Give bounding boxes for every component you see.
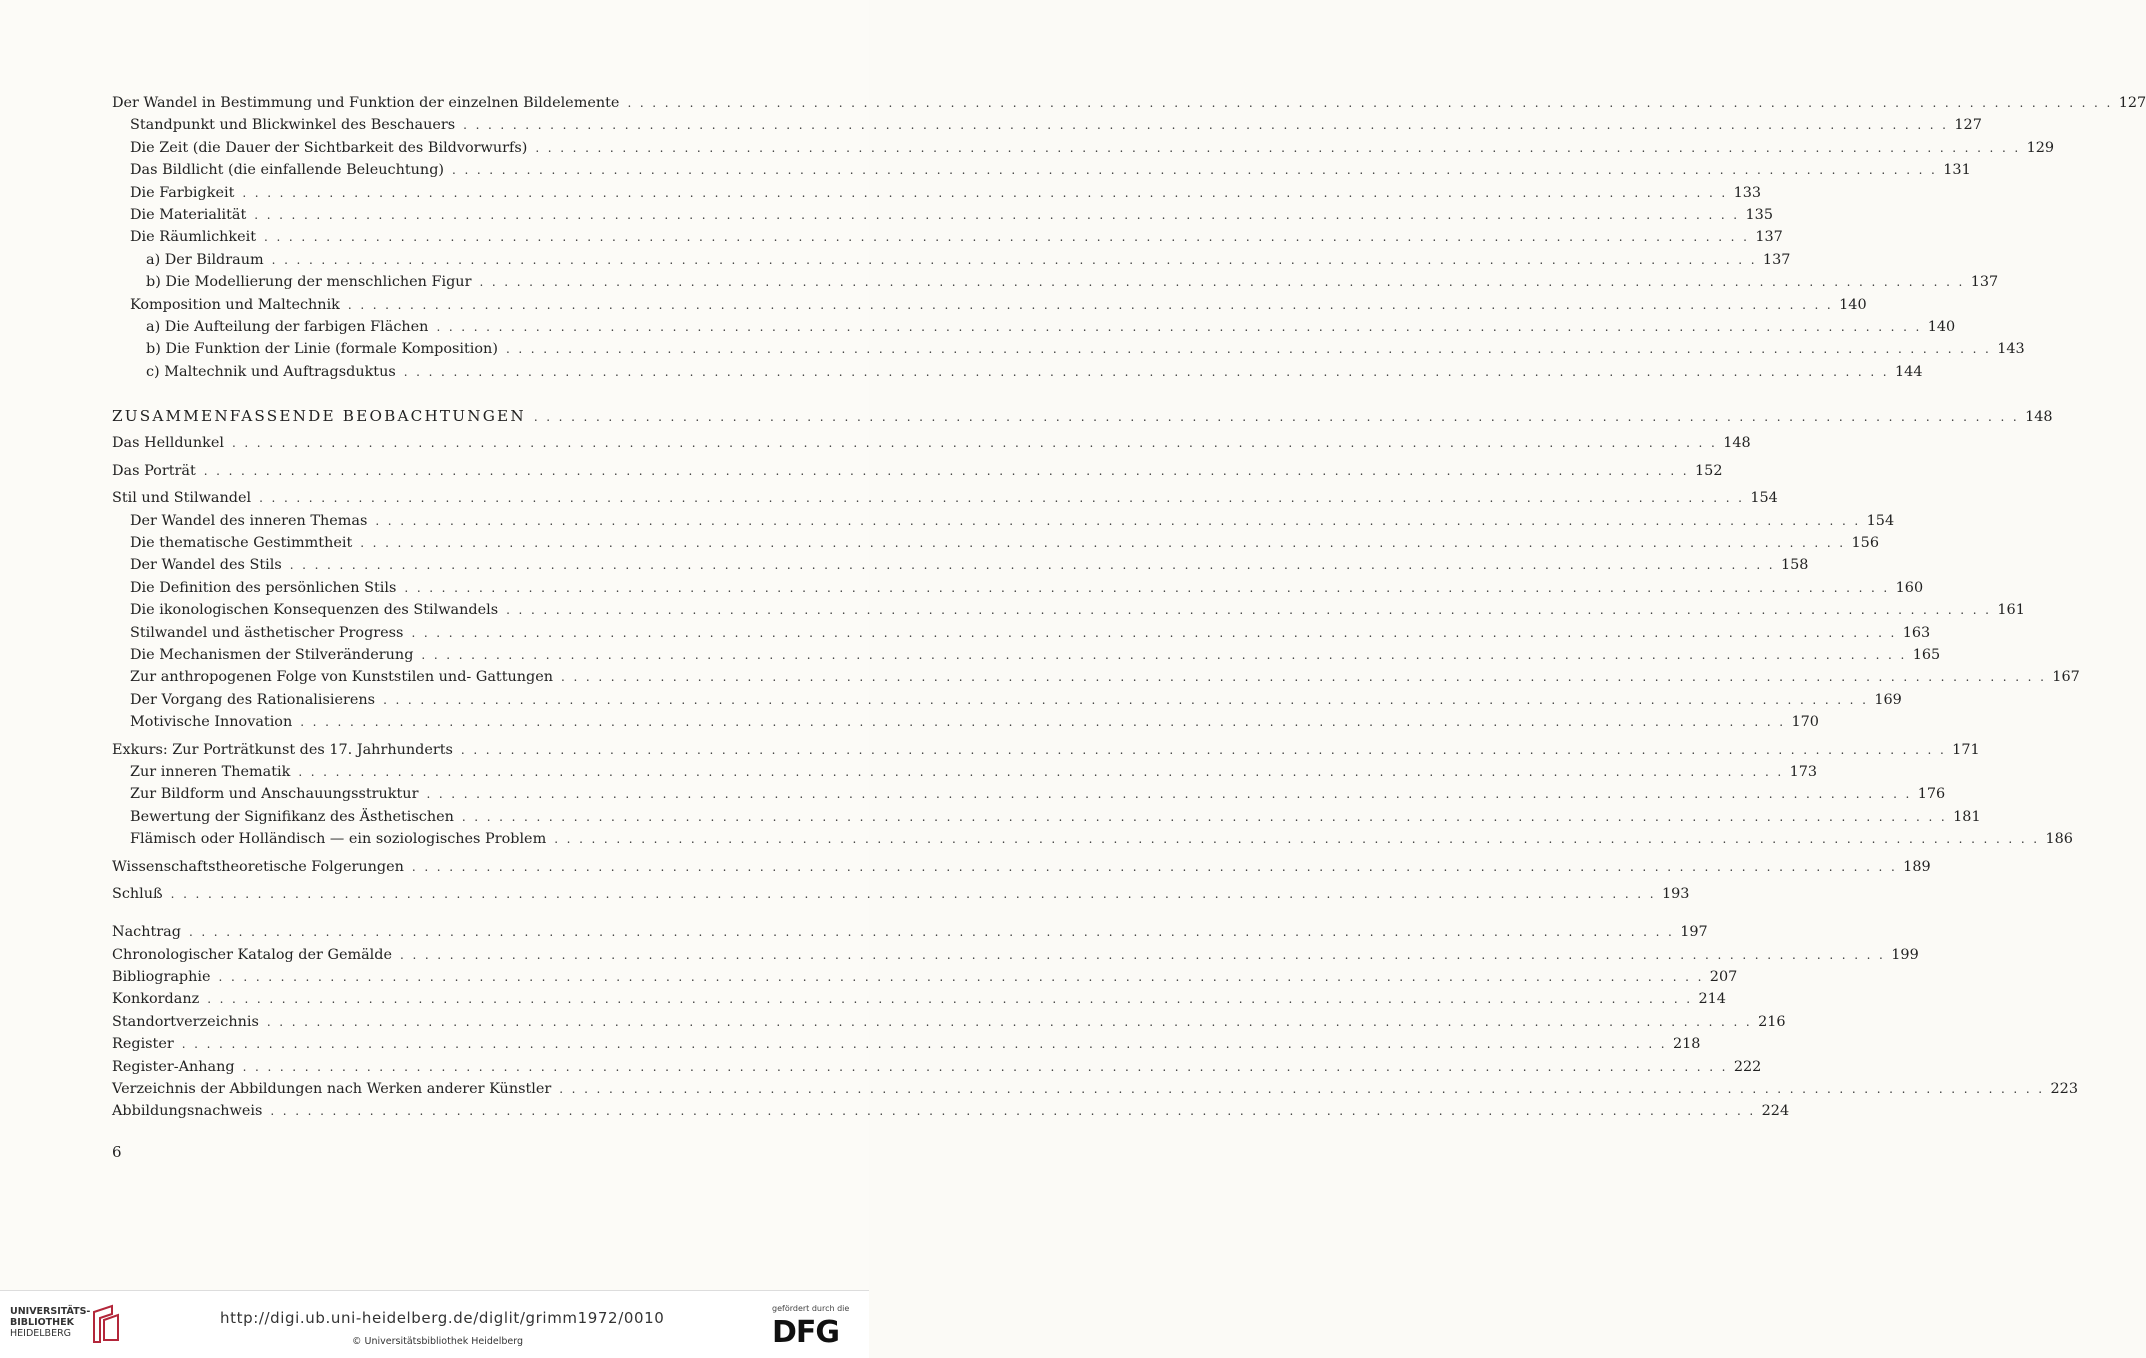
toc-leader-dots: . . . . . . . . . . . . . . . . . . . . . . . . . . . . . . . . . . . . . . . . . . . . . . . . . . . . . . . . . . . . . . . . . . . . . . . . . . . . . . . . . . . . . . . . . . . . . . . . . . . . . . . . . . . . . . . . . . . . . . . . bbox=[271, 252, 1757, 267]
toc-entry-page: 223 bbox=[2050, 1081, 2078, 1098]
toc-entry-title: Komposition und Maltechnik bbox=[130, 296, 340, 313]
toc-leader-dots: . . . . . . . . . . . . . . . . . . . . . . . . . . . . . . . . . . . . . . . . . . . . . . . . . . . . . . . . . . . . . . . . . . . . . . . . . . . . . . . . . . . . . . . . . . . . . . . . . . . . . . . . . . . . . . . . . . . . . . . . bbox=[460, 742, 1947, 757]
toc-entry-title: Das Bildlicht (die einfallende Beleuchtung) bbox=[130, 162, 445, 179]
toc-leader-dots: . . . . . . . . . . . . . . . . . . . . . . . . . . . . . . . . . . . . . . . . . . . . . . . . . . . . . . . . . . . . . . . . . . . . . . . . . . . . . . . . . . . . . . . . . . . . . . . . . . . . . . . . . . . . . . . . . . . . . . . . bbox=[461, 809, 1948, 824]
toc-leader-dots: . . . . . . . . . . . . . . . . . . . . . . . . . . . . . . . . . . . . . . . . . . . . . . . . . . . . . . . . . . . . . . . . . . . . . . . . . . . . . . . . . . . . . . . . . . . . . . . . . . . . . . . . . . . . . . . . . . . . . . . . bbox=[203, 463, 1690, 478]
toc-leader-dots: . . . . . . . . . . . . . . . . . . . . . . . . . . . . . . . . . . . . . . . . . . . . . . . . . . . . . . . . . . . . . . . . . . . . . . . . . . . . . . . . . . . . . . . . . . . . . . . . . . . . . . . . . . . . . . . . . . . . . . . . bbox=[533, 410, 2020, 425]
toc-entry-title: Der Vorgang des Rationalisierens bbox=[130, 691, 376, 708]
toc-entry-page: 173 bbox=[1789, 763, 1818, 780]
toc-leader-dots: . . . . . . . . . . . . . . . . . . . . . . . . . . . . . . . . . . . . . . . . . . . . . . . . . . . . . . . . . . . . . . . . . . . . . . . . . . . . . . . . . . . . . . . . . . . . . . . . . . . . . . . . . . . . . . . . . . . . . . . . bbox=[264, 230, 1750, 245]
toc-entry-title: Das Helldunkel bbox=[112, 435, 224, 452]
toc-leader-dots: . . . . . . . . . . . . . . . . . . . . . . . . . . . . . . . . . . . . . . . . . . . . . . . . . . . . . . . . . . . . . . . . . . . . . . . . . . . . . . . . . . . . . . . . . . . . . . . . . . . . . . . . . . . . . . . . . . . . . . . . bbox=[411, 859, 1898, 874]
library-name bbox=[10, 1306, 90, 1339]
toc-entry-title: Die Farbigkeit bbox=[130, 184, 235, 201]
toc-entry bbox=[112, 554, 1809, 576]
toc-entry-title: a) Der Bildraum bbox=[146, 251, 264, 268]
toc-entry-title: Zur Bildform und Anschauungsstruktur bbox=[130, 786, 419, 803]
toc-leader-dots: . . . . . . . . . . . . . . . . . . . . . . . . . . . . . . . . . . . . . . . . . . . . . . . . . . . . . . . . . . . . . . . . . . . . . . . . . . . . . . . . . . . . . . . . . . . . . . . . . . . . . . . . . . . . . . . . . . . . . . . . bbox=[231, 436, 1718, 451]
toc-entry bbox=[112, 1011, 1786, 1033]
toc-leader-dots: . . . . . . . . . . . . . . . . . . . . . . . . . . . . . . . . . . . . . . . . . . . . . . . . . . . . . . . . . . . . . . . . . . . . . . . . . . . . . . . . . . . . . . . . . . . . . . . . . . . . . . . . . . . . . . . . . . . . . . . . bbox=[561, 670, 2047, 685]
toc-entry-page: 140 bbox=[1839, 296, 1867, 313]
toc-entry-page: 154 bbox=[1750, 490, 1778, 507]
toc-entry bbox=[112, 739, 1980, 761]
funding-note: gefördert durch die bbox=[772, 1304, 850, 1313]
toc-leader-dots: . . . . . . . . . . . . . . . . . . . . . . . . . . . . . . . . . . . . . . . . . . . . . . . . . . . . . . . . . . . . . . . . . . . . . . . . . . . . . . . . . . . . . . . . . . . . . . . . . . . . . . . . . . . . . . . . . . . . . . . . bbox=[207, 992, 1693, 1007]
toc-entry-title: Abbildungsnachweis bbox=[112, 1103, 263, 1120]
footer-bar bbox=[0, 1290, 869, 1358]
toc-entry-page: 161 bbox=[1997, 602, 2025, 619]
toc-entry-title: Motivische Innovation bbox=[130, 714, 293, 731]
toc-entry-page: 186 bbox=[2045, 831, 2073, 848]
toc-entry bbox=[112, 92, 2146, 114]
toc-entry bbox=[112, 510, 1895, 532]
toc-leader-dots: . . . . . . . . . . . . . . . . . . . . . . . . . . . . . . . . . . . . . . . . . . . . . . . . . . . . . . . . . . . . . . . . . . . . . . . . . . . . . . . . . . . . . . . . . . . . . . . . . . . . . . . . . . . . . . . . . . . . . . . . bbox=[375, 513, 1861, 528]
toc-entry bbox=[112, 532, 1879, 554]
toc-entry bbox=[112, 806, 1981, 828]
toc-entry bbox=[112, 828, 2073, 850]
toc-entry-page: 207 bbox=[1709, 969, 1738, 986]
toc-entry-title: Zur inneren Thematik bbox=[130, 763, 291, 780]
toc-entry-title: Der Wandel des Stils bbox=[130, 557, 282, 574]
toc-entry-title: b) Die Modellierung der menschlichen Figur bbox=[146, 274, 472, 291]
toc-entry bbox=[112, 405, 2053, 427]
toc-entry-title: Standpunkt und Blickwinkel des Beschauers bbox=[130, 117, 456, 134]
toc-entry bbox=[112, 944, 1919, 966]
toc-entry bbox=[112, 159, 1971, 181]
library-name-line1: UNIVERSITÄTS- bbox=[10, 1306, 91, 1317]
toc-leader-dots: . . . . . . . . . . . . . . . . . . . . . . . . . . . . . . . . . . . . . . . . . . . . . . . . . . . . . . . . . . . . . . . . . . . . . . . . . . . . . . . . . . . . . . . . . . . . . . . . . . . . . . . . . . . . . . . . . . . . . . . . bbox=[298, 764, 1784, 779]
toc-entry-page: 137 bbox=[1755, 229, 1783, 246]
toc-leader-dots: . . . . . . . . . . . . . . . . . . . . . . . . . . . . . . . . . . . . . . . . . . . . . . . . . . . . . . . . . . . . . . . . . . . . . . . . . . . . . . . . . . . . . . . . . . . . . . . . . . . . . . . . . . . . . . . . . . . . . . . . bbox=[535, 140, 2021, 155]
toc-leader-dots: . . . . . . . . . . . . . . . . . . . . . . . . . . . . . . . . . . . . . . . . . . . . . . . . . . . . . . . . . . . . . . . . . . . . . . . . . . . . . . . . . . . . . . . . . . . . . . . . . . . . . . . . . . . . . . . . . . . . . . . . bbox=[452, 163, 1938, 178]
toc-entry bbox=[112, 137, 2055, 159]
toc-leader-dots: . . . . . . . . . . . . . . . . . . . . . . . . . . . . . . . . . . . . . . . . . . . . . . . . . . . . . . . . . . . . . . . . . . . . . . . . . . . . . . . . . . . . . . . . . . . . . . . . . . . . . . . . . . . . . . . . . . . . . . . . bbox=[403, 364, 1890, 379]
toc-leader-dots: . . . . . . . . . . . . . . . . . . . . . . . . . . . . . . . . . . . . . . . . . . . . . . . . . . . . . . . . . . . . . . . . . . . . . . . . . . . . . . . . . . . . . . . . . . . . . . . . . . . . . . . . . . . . . . . . . . . . . . . . bbox=[479, 275, 1965, 290]
toc-entry bbox=[112, 666, 2080, 688]
toc-entry-page: 148 bbox=[2025, 409, 2053, 426]
toc-entry bbox=[112, 361, 1923, 383]
toc-entry bbox=[112, 921, 1708, 943]
toc-leader-dots: . . . . . . . . . . . . . . . . . . . . . . . . . . . . . . . . . . . . . . . . . . . . . . . . . . . . . . . . . . . . . . . . . . . . . . . . . . . . . . . . . . . . . . . . . . . . . . . . . . . . . . . . . . . . . . . . . . . . . . . . bbox=[463, 118, 1949, 133]
toc-entry-page: 165 bbox=[1912, 646, 1941, 663]
toc-entry-page: 127 bbox=[1954, 117, 1982, 134]
toc-entry-title: a) Die Aufteilung der farbigen Flächen bbox=[146, 318, 429, 335]
toc-entry bbox=[112, 966, 1738, 988]
toc-entry-title: ZUSAMMENFASSENDE BEOBACHTUNGEN bbox=[112, 407, 526, 426]
toc-entry-page: 197 bbox=[1680, 924, 1708, 941]
toc-entry-page: 137 bbox=[1762, 251, 1791, 268]
copyright-text: © Universitätsbibliothek Heidelberg bbox=[352, 1336, 524, 1347]
toc-entry-title: Verzeichnis der Abbildungen nach Werken anderer Künstler bbox=[112, 1081, 552, 1098]
toc-entry-title: Die thematische Gestimmtheit bbox=[130, 535, 353, 552]
toc-entry-title: Die Definition des persönlichen Stils bbox=[130, 579, 397, 596]
library-name-line2: BIBLIOTHEK bbox=[10, 1317, 74, 1328]
permalink-link[interactable]: http://digi.ub.uni-heidelberg.de/diglit/grimm1972/0010 bbox=[220, 1309, 665, 1327]
toc-entry-title: Exkurs: Zur Porträtkunst des 17. Jahrhunderts bbox=[112, 741, 453, 758]
toc-leader-dots: . . . . . . . . . . . . . . . . . . . . . . . . . . . . . . . . . . . . . . . . . . . . . . . . . . . . . . . . . . . . . . . . . . . . . . . . . . . . . . . . . . . . . . . . . . . . . . . . . . . . . . . . . . . . . . . . . . . . . . . . bbox=[270, 1104, 1756, 1119]
toc-leader-dots: . . . . . . . . . . . . . . . . . . . . . . . . . . . . . . . . . . . . . . . . . . . . . . . . . . . . . . . . . . . . . . . . . . . . . . . . . . . . . . . . . . . . . . . . . . . . . . . . . . . . . . . . . . . . . . . . . . . . . . . . bbox=[254, 207, 1740, 222]
toc-entry bbox=[112, 1033, 1701, 1055]
toc-entry-page: 218 bbox=[1673, 1036, 1701, 1053]
toc-entry bbox=[112, 460, 1723, 482]
toc-entry-page: 148 bbox=[1723, 435, 1751, 452]
toc-leader-dots: . . . . . . . . . . . . . . . . . . . . . . . . . . . . . . . . . . . . . . . . . . . . . . . . . . . . . . . . . . . . . . . . . . . . . . . . . . . . . . . . . . . . . . . . . . . . . . . . . . . . . . . . . . . . . . . . . . . . . . . . bbox=[506, 603, 1992, 618]
toc-leader-dots: . . . . . . . . . . . . . . . . . . . . . . . . . . . . . . . . . . . . . . . . . . . . . . . . . . . . . . . . . . . . . . . . . . . . . . . . . . . . . . . . . . . . . . . . . . . . . . . . . . . . . . . . . . . . . . . . . . . . . . . . bbox=[289, 558, 1775, 573]
toc-entry-page: 152 bbox=[1695, 462, 1723, 479]
toc-entry bbox=[112, 182, 1762, 204]
toc-leader-dots: . . . . . . . . . . . . . . . . . . . . . . . . . . . . . . . . . . . . . . . . . . . . . . . . . . . . . . . . . . . . . . . . . . . . . . . . . . . . . . . . . . . . . . . . . . . . . . . . . . . . . . . . . . . . . . . . . . . . . . . . bbox=[426, 787, 1912, 802]
toc-entry-page: 131 bbox=[1943, 162, 1971, 179]
library-name-line3: HEIDELBERG bbox=[10, 1328, 72, 1339]
toc-entry-title: Register-Anhang bbox=[112, 1058, 235, 1075]
toc-entry bbox=[112, 1100, 1790, 1122]
toc-entry-page: 170 bbox=[1791, 714, 1819, 731]
toc-leader-dots: . . . . . . . . . . . . . . . . . . . . . . . . . . . . . . . . . . . . . . . . . . . . . . . . . . . . . . . . . . . . . . . . . . . . . . . . . . . . . . . . . . . . . . . . . . . . . . . . . . . . . . . . . . . . . . . . . . . . . . . . bbox=[421, 647, 1907, 662]
toc-entry-title: Register bbox=[112, 1036, 174, 1053]
toc-entry-page: 127 bbox=[2118, 95, 2146, 111]
toc-entry bbox=[112, 577, 1924, 599]
toc-entry bbox=[112, 622, 1931, 644]
toc-entry-page: 214 bbox=[1698, 991, 1726, 1008]
toc-entry bbox=[112, 316, 1956, 338]
toc-leader-dots: . . . . . . . . . . . . . . . . . . . . . . . . . . . . . . . . . . . . . . . . . . . . . . . . . . . . . . . . . . . . . . . . . . . . . . . . . . . . . . . . . . . . . . . . . . . . . . . . . . . . . . . . . . . . . . . . . . . . . . . . bbox=[242, 1059, 1728, 1074]
toc-entry-title: Schluß bbox=[112, 885, 163, 902]
toc-entry-page: 216 bbox=[1758, 1013, 1786, 1030]
toc-entry-title: Zur anthropogenen Folge von Kunststilen und- Gattungen bbox=[130, 669, 554, 686]
toc-entry bbox=[112, 599, 2025, 621]
toc-leader-dots: . . . . . . . . . . . . . . . . . . . . . . . . . . . . . . . . . . . . . . . . . . . . . . . . . . . . . . . . . . . . . . . . . . . . . . . . . . . . . . . . . . . . . . . . . . . . . . . . . . . . . . . . . . . . . . . . . . . . . . . . bbox=[266, 1014, 1753, 1029]
toc-entry-title: Chronologischer Katalog der Gemälde bbox=[112, 946, 393, 963]
toc-leader-dots: . . . . . . . . . . . . . . . . . . . . . . . . . . . . . . . . . . . . . . . . . . . . . . . . . . . . . . . . . . . . . . . . . . . . . . . . . . . . . . . . . . . . . . . . . . . . . . . . . . . . . . . . . . . . . . . . . . . . . . . . bbox=[188, 925, 1675, 940]
table-of-contents bbox=[112, 92, 2146, 1123]
toc-leader-dots: . . . . . . . . . . . . . . . . . . . . . . . . . . . . . . . . . . . . . . . . . . . . . . . . . . . . . . . . . . . . . . . . . . . . . . . . . . . . . . . . . . . . . . . . . . . . . . . . . . . . . . . . . . . . . . . . . . . . . . . . bbox=[259, 491, 1745, 506]
toc-entry-title: Konkordanz bbox=[112, 991, 200, 1008]
toc-entry bbox=[112, 294, 1867, 316]
toc-entry-title: Die Materialität bbox=[130, 206, 247, 223]
toc-leader-dots: . . . . . . . . . . . . . . . . . . . . . . . . . . . . . . . . . . . . . . . . . . . . . . . . . . . . . . . . . . . . . . . . . . . . . . . . . . . . . . . . . . . . . . . . . . . . . . . . . . . . . . . . . . . . . . . . . . . . . . . . bbox=[181, 1037, 1667, 1052]
toc-entry-page: 189 bbox=[1903, 858, 1931, 875]
toc-leader-dots: . . . . . . . . . . . . . . . . . . . . . . . . . . . . . . . . . . . . . . . . . . . . . . . . . . . . . . . . . . . . . . . . . . . . . . . . . . . . . . . . . . . . . . . . . . . . . . . . . . . . . . . . . . . . . . . . . . . . . . . . bbox=[400, 947, 1886, 962]
dfg-logo: DFG bbox=[772, 1315, 840, 1350]
toc-entry-page: 144 bbox=[1895, 363, 1923, 380]
toc-entry bbox=[112, 1078, 2078, 1100]
library-logo-icon bbox=[88, 1304, 124, 1344]
toc-leader-dots: . . . . . . . . . . . . . . . . . . . . . . . . . . . . . . . . . . . . . . . . . . . . . . . . . . . . . . . . . . . . . . . . . . . . . . . . . . . . . . . . . . . . . . . . . . . . . . . . . . . . . . . . . . . . . . . . . . . . . . . . bbox=[347, 297, 1834, 312]
toc-leader-dots: . . . . . . . . . . . . . . . . . . . . . . . . . . . . . . . . . . . . . . . . . . . . . . . . . . . . . . . . . . . . . . . . . . . . . . . . . . . . . . . . . . . . . . . . . . . . . . . . . . . . . . . . . . . . . . . . . . . . . . . . bbox=[436, 319, 1922, 334]
toc-entry-title: Standortverzeichnis bbox=[112, 1013, 259, 1030]
toc-leader-dots: . . . . . . . . . . . . . . . . . . . . . . . . . . . . . . . . . . . . . . . . . . . . . . . . . . . . . . . . . . . . . . . . . . . . . . . . . . . . . . . . . . . . . . . . . . . . . . . . . . . . . . . . . . . . . . . . . . . . . . . . bbox=[360, 536, 1846, 551]
toc-entry-page: 129 bbox=[2026, 139, 2055, 156]
toc-entry bbox=[112, 644, 1941, 666]
toc-entry-title: Wissenschaftstheoretische Folgerungen bbox=[112, 858, 404, 875]
toc-entry bbox=[112, 761, 1818, 783]
toc-entry bbox=[112, 856, 1931, 878]
toc-entry-title: Bibliographie bbox=[112, 969, 211, 986]
toc-entry-title: Bewertung der Signifikanz des Ästhetischen bbox=[130, 808, 454, 825]
toc-entry-page: 137 bbox=[1970, 274, 1999, 291]
toc-entry bbox=[112, 783, 1946, 805]
toc-entry-title: Die Mechanismen der Stilveränderung bbox=[130, 646, 414, 663]
toc-entry-title: b) Die Funktion der Linie (formale Komposition) bbox=[146, 341, 498, 358]
toc-entry-page: 160 bbox=[1895, 579, 1924, 596]
toc-entry-title: Die Zeit (die Dauer der Sichtbarkeit des Bildvorwurfs) bbox=[130, 139, 528, 156]
toc-entry-title: Die ikonologischen Konsequenzen des Stilwandels bbox=[130, 602, 499, 619]
toc-entry bbox=[112, 249, 1791, 271]
toc-leader-dots: . . . . . . . . . . . . . . . . . . . . . . . . . . . . . . . . . . . . . . . . . . . . . . . . . . . . . . . . . . . . . . . . . . . . . . . . . . . . . . . . . . . . . . . . . . . . . . . . . . . . . . . . . . . . . . . . . . . . . . . . bbox=[300, 715, 1786, 730]
toc-leader-dots: . . . . . . . . . . . . . . . . . . . . . . . . . . . . . . . . . . . . . . . . . . . . . . . . . . . . . . . . . . . . . . . . . . . . . . . . . . . . . . . . . . . . . . . . . . . . . . . . . . . . . . . . . . . . . . . . . . . . . . . . bbox=[170, 886, 1656, 901]
toc-entry-title: Flämisch oder Holländisch — ein soziologisches Problem bbox=[130, 831, 547, 848]
toc-entry-title: Stilwandel und ästhetischer Progress bbox=[130, 624, 404, 641]
toc-entry-title: Der Wandel des inneren Themas bbox=[130, 512, 368, 529]
toc-leader-dots: . . . . . . . . . . . . . . . . . . . . . . . . . . . . . . . . . . . . . . . . . . . . . . . . . . . . . . . . . . . . . . . . . . . . . . . . . . . . . . . . . . . . . . . . . . . . . . . . . . . . . . . . . . . . . . . . . . . . . . . . bbox=[554, 832, 2040, 847]
toc-leader-dots: . . . . . . . . . . . . . . . . . . . . . . . . . . . . . . . . . . . . . . . . . . . . . . . . . . . . . . . . . . . . . . . . . . . . . . . . . . . . . . . . . . . . . . . . . . . . . . . . . . . . . . . . . . . . . . . . . . . . . . . . bbox=[383, 692, 1869, 707]
toc-entry-title: Das Porträt bbox=[112, 462, 196, 479]
toc-entry bbox=[112, 883, 1690, 905]
toc-entry-page: 140 bbox=[1927, 318, 1956, 335]
toc-leader-dots: . . . . . . . . . . . . . . . . . . . . . . . . . . . . . . . . . . . . . . . . . . . . . . . . . . . . . . . . . . . . . . . . . . . . . . . . . . . . . . . . . . . . . . . . . . . . . . . . . . . . . . . . . . . . . . . . . . . . . . . . bbox=[218, 970, 1704, 985]
toc-leader-dots: . . . . . . . . . . . . . . . . . . . . . . . . . . . . . . . . . . . . . . . . . . . . . . . . . . . . . . . . . . . . . . . . . . . . . . . . . . . . . . . . . . . . . . . . . . . . . . . . . . . . . . . . . . . . . . . . . . . . . . . . bbox=[242, 185, 1728, 200]
toc-entry-title: Die Räumlichkeit bbox=[130, 229, 257, 246]
toc-entry-page: 163 bbox=[1902, 624, 1931, 641]
toc-entry-title: c) Maltechnik und Auftragsduktus bbox=[146, 363, 396, 380]
toc-leader-dots: . . . . . . . . . . . . . . . . . . . . . . . . . . . . . . . . . . . . . . . . . . . . . . . . . . . . . . . . . . . . . . . . . . . . . . . . . . . . . . . . . . . . . . . . . . . . . . . . . . . . . . . . . . . . . . . . . . . . . . . . bbox=[505, 342, 1992, 357]
toc-entry bbox=[112, 271, 1999, 293]
toc-entry bbox=[112, 432, 1751, 454]
toc-entry-page: 171 bbox=[1952, 741, 1980, 758]
toc-entry bbox=[112, 338, 2025, 360]
toc-entry bbox=[112, 711, 1819, 733]
toc-entry-title: Der Wandel in Bestimmung und Funktion der einzelnen Bildelemente bbox=[112, 95, 620, 111]
toc-entry-title: Stil und Stilwandel bbox=[112, 490, 252, 507]
toc-entry-page: 156 bbox=[1851, 535, 1879, 552]
toc-leader-dots: . . . . . . . . . . . . . . . . . . . . . . . . . . . . . . . . . . . . . . . . . . . . . . . . . . . . . . . . . . . . . . . . . . . . . . . . . . . . . . . . . . . . . . . . . . . . . . . . . . . . . . . . . . . . . . . . . . . . . . . . bbox=[411, 625, 1897, 640]
toc-entry-page: 154 bbox=[1866, 512, 1895, 529]
toc-entry-page: 224 bbox=[1761, 1103, 1790, 1120]
toc-entry-page: 158 bbox=[1781, 557, 1809, 574]
toc-leader-dots: . . . . . . . . . . . . . . . . . . . . . . . . . . . . . . . . . . . . . . . . . . . . . . . . . . . . . . . . . . . . . . . . . . . . . . . . . . . . . . . . . . . . . . . . . . . . . . . . . . . . . . . . . . . . . . . . . . . . . . . . bbox=[627, 96, 2113, 110]
toc-leader-dots: . . . . . . . . . . . . . . . . . . . . . . . . . . . . . . . . . . . . . . . . . . . . . . . . . . . . . . . . . . . . . . . . . . . . . . . . . . . . . . . . . . . . . . . . . . . . . . . . . . . . . . . . . . . . . . . . . . . . . . . . bbox=[559, 1082, 2045, 1097]
toc-entry-page: 199 bbox=[1891, 946, 1919, 963]
toc-entry-page: 169 bbox=[1874, 691, 1902, 708]
toc-entry-page: 222 bbox=[1733, 1058, 1762, 1075]
toc-entry bbox=[112, 114, 1982, 136]
toc-entry bbox=[112, 1056, 1762, 1078]
toc-entry bbox=[112, 689, 1902, 711]
toc-entry-page: 135 bbox=[1745, 206, 1773, 223]
toc-entry bbox=[112, 988, 1726, 1010]
toc-entry bbox=[112, 487, 1778, 509]
toc-entry-page: 133 bbox=[1733, 184, 1762, 201]
toc-entry bbox=[112, 204, 1773, 226]
toc-leader-dots: . . . . . . . . . . . . . . . . . . . . . . . . . . . . . . . . . . . . . . . . . . . . . . . . . . . . . . . . . . . . . . . . . . . . . . . . . . . . . . . . . . . . . . . . . . . . . . . . . . . . . . . . . . . . . . . . . . . . . . . . bbox=[404, 580, 1890, 595]
toc-entry-page: 143 bbox=[1997, 341, 2025, 358]
toc-entry-page: 176 bbox=[1917, 786, 1946, 803]
toc-entry-page: 193 bbox=[1661, 885, 1690, 902]
toc-entry-page: 167 bbox=[2052, 669, 2080, 686]
toc-entry-title: Nachtrag bbox=[112, 924, 181, 941]
toc-entry bbox=[112, 226, 1783, 248]
page-number: 6 bbox=[112, 1143, 122, 1161]
toc-entry-page: 181 bbox=[1953, 808, 1981, 825]
